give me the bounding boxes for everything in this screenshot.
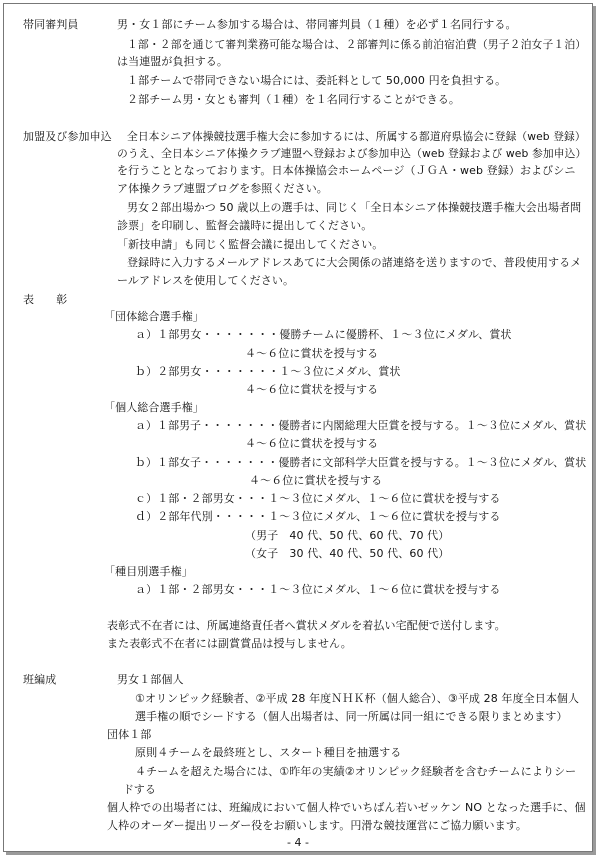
registration-line-4: ア体操クラブ連盟ブログを参照ください。: [117, 182, 328, 195]
registration-line-2: のうえ、全日本シニア体操クラブ連盟へ登録および参加申込（web 登録および web 参加申込）: [117, 147, 587, 160]
event-award-a: ａ）１部・２部男女・・・１～３位にメダル、１～６位に賞状を授与する: [135, 583, 501, 596]
referee-line-2: １部・２部を通じて審判業務可能な場合は、２部審判に係る前泊宿泊費（男子２泊女子１泊）: [127, 38, 587, 51]
grouping-line-7: ドする: [123, 783, 156, 796]
indiv-award-b-sub: ４～６位に賞状を授与する: [249, 474, 383, 487]
section-heading-registration: 加盟及び参加申込: [23, 130, 112, 143]
page-number: - 4 -: [287, 836, 309, 849]
registration-line-5: 男女２部出場かつ 50 歳以上の選手は、同じく「全日本シニア体操競技選手権大会出場者問: [127, 201, 582, 214]
registration-line-3: を行うこととなっております。日本体操協会ホームページ（ＪＧＡ・web 登録）およびシニ: [117, 164, 576, 177]
event-championship-title: 「種目別選手権」: [104, 565, 193, 578]
team-all-around-title: 「団体総合選手権」: [104, 310, 204, 323]
grouping-line-8: 個人枠での出場者には、班編成において個人枠でいちばん若いゼッケン NO となった選手に、個: [107, 801, 586, 814]
grouping-line-3: 選手権の順でシードする（個人出場者は、同一所属は同一組にできる限りまとめます）: [135, 710, 568, 723]
grouping-line-2: ①オリンピック経験者、②平成 28 年度ＮＨＫ杯（個人総合）、③平成 28 年度全日本個人: [135, 692, 580, 705]
section-heading-awards: 表 彰: [23, 293, 68, 306]
indiv-award-c: ｃ）１部・２部男女・・・１～３位にメダル、１～６位に賞状を授与する: [135, 492, 501, 505]
team-award-a-sub: ４～６位に賞状を授与する: [245, 347, 379, 360]
indiv-award-a: ａ）１部男子・・・・・・・優勝者に内閣総理大臣賞を授与する。１～３位にメダル、賞状: [135, 419, 587, 432]
team-award-b-sub: ４～６位に賞状を授与する: [245, 383, 379, 396]
grouping-line-4: 団体１部: [107, 728, 152, 741]
awards-note-2: また表彰式不在者には副賞賞品は授与しません。: [107, 637, 352, 650]
section-heading-referee: 帯同審判員: [23, 18, 79, 31]
referee-line-1: 男・女１部にチーム参加する場合は、帯同審判員（１種）を必ず１名同行する。: [117, 18, 517, 31]
grouping-line-5: 原則４チームを最終班とし、スタート種目を抽選する: [135, 746, 402, 759]
awards-note-1: 表彰式不在者には、所属連絡責任者へ賞状メダルを着払い宅配便で送付します。: [107, 619, 506, 632]
indiv-award-a-sub: ４～６位に賞状を授与する: [245, 437, 379, 450]
team-award-b: ｂ）２部男女・・・・・・・１～３位にメダル、賞状: [135, 365, 401, 378]
grouping-line-9: 人枠のオーダー提出リーダー役をお願いします。円滑な競技運営にご協力願います。: [107, 819, 528, 832]
indiv-award-d-men: （男子 40 代、50 代、60 代、70 代）: [245, 529, 450, 542]
team-award-a: ａ）１部男女・・・・・・・優勝チームに優勝杯、１～３位にメダル、賞状: [135, 328, 512, 341]
registration-line-8: 登録時に入力するメールアドレスあてに大会関係の諸連絡を送りますので、普段使用するメ: [127, 256, 582, 269]
referee-line-5: ２部チーム男・女とも審判（１種）を１名同行することができる。: [127, 93, 460, 106]
referee-line-4: １部チームで帯同できない場合には、委託料として 50,000 円を負担する。: [127, 74, 507, 87]
indiv-award-b: ｂ）１部女子・・・・・・・優勝者に文部科学大臣賞を授与する。１～３位にメダル、賞状: [135, 456, 587, 469]
indiv-award-d-women: （女子 30 代、40 代、50 代、60 代）: [245, 547, 450, 560]
indiv-award-d: ｄ）２部年代別・・・・・１～３位にメダル、１～６位に賞状を授与する: [135, 510, 501, 523]
document-page: [3, 3, 593, 852]
individual-all-around-title: 「個人総合選手権」: [104, 401, 204, 414]
registration-line-9: ールアドレスを使用してください。: [117, 274, 295, 287]
section-heading-grouping: 班編成: [23, 673, 57, 686]
registration-line-6: 診票」を印刷し、監督会議時に提出してください。: [117, 219, 373, 232]
registration-line-7: 「新技申請」も同じく監督会議に提出してください。: [117, 238, 384, 251]
registration-line-1: 全日本シニア体操競技選手権大会に参加するには、所属する都道府県協会に登録（web 登録）: [127, 130, 586, 143]
grouping-line-1: 男女１部個人: [117, 673, 184, 686]
referee-line-3: は当連盟が負担する。: [117, 55, 228, 68]
grouping-line-6: ４チームを超えた場合には、①昨年の実績②オリンピック経験者を含むチームによりシー: [135, 765, 577, 778]
